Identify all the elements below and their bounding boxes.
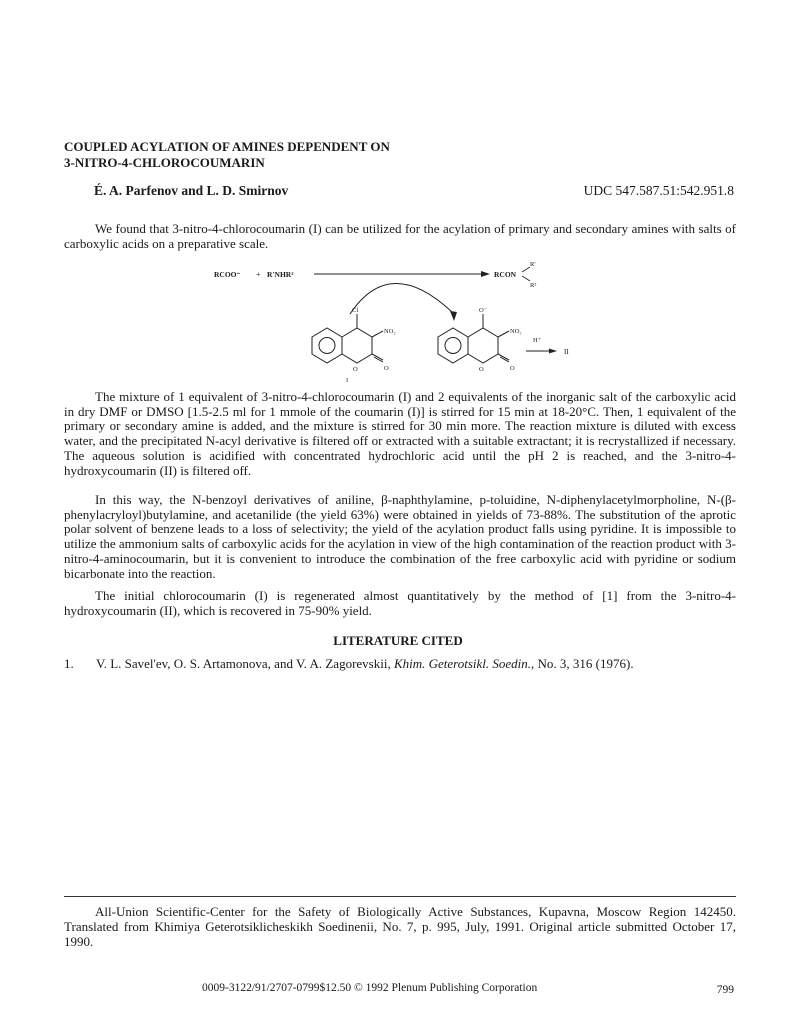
page-number: 799 xyxy=(716,984,734,996)
scheme-ring-o-3: O xyxy=(479,366,484,373)
scheme-no2-right: NO₂ xyxy=(510,328,522,335)
footnote: All-Union Scientific-Center for the Safety of Biologically Active Substances, Kupavna, Moscow Region 142450. Translated from Khimiya Geterotsiklicheskikh Soedinenii, No. 7, p. 995, July, 1991. Original article submitted October 17, 1990. xyxy=(64,904,736,949)
scheme-r2: R² xyxy=(530,282,537,289)
reference-journal: Khim. Geterotsikl. Soedin. xyxy=(393,656,532,671)
curved-arrow xyxy=(350,283,452,314)
scheme-label-I: I xyxy=(346,377,349,384)
scheme-reactant-1: RCOO⁻ xyxy=(214,270,241,279)
literature-heading: LITERATURE CITED xyxy=(333,633,463,648)
title-line-1: COUPLED ACYLATION OF AMINES DEPENDENT ON xyxy=(64,139,390,154)
article-title xyxy=(64,139,584,171)
scheme-r1: R′ xyxy=(530,261,536,268)
scheme-plus: + xyxy=(256,270,261,279)
scheme-ring-o-4: O xyxy=(510,365,515,372)
scheme-no2-left: NO₂ xyxy=(384,328,396,335)
title-line-2: 3-NITRO-4-CHLOROCOUMARIN xyxy=(64,155,265,170)
authors: É. A. Parfenov and L. D. Smirnov xyxy=(94,183,289,198)
reference-details: , No. 3, 316 (1976). xyxy=(531,656,634,671)
intro-paragraph: We found that 3-nitro-4-chlorocoumarin (I) can be utilized for the acylation of primary and secondary amines with salts of carboxylic acids on a preparative scale. xyxy=(64,221,736,251)
body-paragraph-3: The initial chlorocoumarin (I) is regenerated almost quantitatively by the method of [1] from the 3-nitro-4-hydroxycoumarin (II), which is recovered in 75-90% yield. xyxy=(64,588,736,618)
copyright-line: 0009-3122/91/2707-0799$12.50 © 1992 Plenum Publishing Corporation xyxy=(202,982,538,994)
body-paragraph-1: The mixture of 1 equivalent of 3-nitro-4-chlorocoumarin (I) and 2 equivalents of the inorganic salt of the carboxylic acid in dry DMF or DMSO [1.5-2.5 ml for 1 mmole of the coumarin (I)] is stirred for 15 min at 18-20°C. Then, 1 equivalent of the primary or secondary amine is added, and the mixture is stirred for 30 min more. The reaction mixture is diluted with excess water, and the precipitated N-acyl derivative is filtered off or extracted with a suitable extractant; it is recrystallized if necessary. The aqueous solution is acidified with concentrated hydrochloric acid until the pH 2 is reached, and the 3-nitro-4-hydroxycoumarin (II) is filtered off. xyxy=(64,389,736,478)
coumarin-anion xyxy=(438,314,509,363)
footnote-rule xyxy=(64,896,736,897)
reference-number: 1. xyxy=(64,656,74,671)
scheme-cl: Cl xyxy=(352,307,359,314)
scheme-reactant-2: R′NHR² xyxy=(267,270,294,279)
scheme-ring-o-2: O xyxy=(384,365,389,372)
udc-code: UDC 547.587.51:542.951.8 xyxy=(583,183,734,198)
scheme-product: RCON xyxy=(494,270,517,279)
curved-arrow-head xyxy=(450,311,457,321)
body-paragraph-2: In this way, the N-benzoyl derivatives of aniline, β-naphthylamine, p-toluidine, N-diphenylacetylmorpholine, N-(β-phenylacryloyl)butylamine, and acetanilide (the yield 63%) were obtained in yields of 73-88%. The substitution of the aprotic polar solvent of benzene leads to a loss of selectivity; the yield of the acylation product falls using pyridine. It is impossible to utilize the ammonium salts of carboxylic acids for the acylation in view of the high contamination of the reaction product with 3-nitro-4-aminocoumarin, but it is convenient to introduce the combination of the free carboxylic acid with pyridine or sodium bicarbonate into the reaction. xyxy=(64,492,736,581)
acid-arrow-head xyxy=(549,349,557,354)
scheme-label-II: II xyxy=(564,348,569,356)
scheme-h-plus: H⁺ xyxy=(533,337,542,344)
scheme-o-minus: O⁻ xyxy=(479,307,488,314)
reference-authors: V. L. Savel'ev, O. S. Artamonova, and V. A. Zagorevskii, xyxy=(96,656,394,671)
reaction-scheme xyxy=(200,254,600,384)
scheme-ring-o-1: O xyxy=(353,366,358,373)
coumarin-I xyxy=(312,314,383,363)
main-arrow-head xyxy=(481,271,490,277)
reference-item xyxy=(64,656,754,672)
